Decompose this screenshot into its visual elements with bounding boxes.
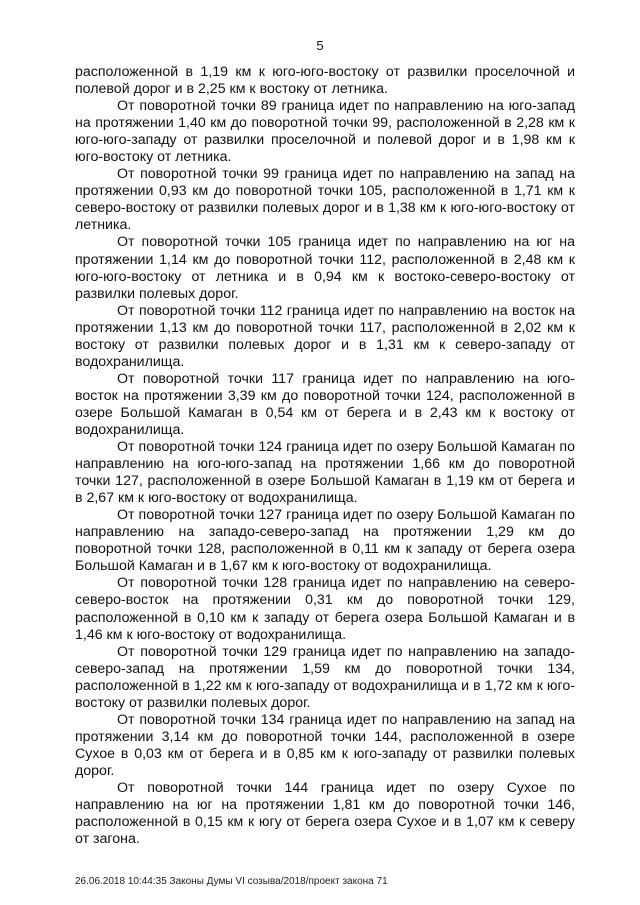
document-body bbox=[75, 64, 575, 848]
document-footer: 26.06.2018 10:44:35 Законы Думы VI созыва/2018/проект закона 71 bbox=[75, 876, 388, 887]
paragraph-point-134: От поворотной точки 134 граница идет по направлению на запад на протяжении 3,14 км до поворотной точки 144, расположенной в озере Сухое в 0,03 км от берега и в 0,85 км к юго-западу от развилки полевых дорог. bbox=[75, 711, 575, 779]
paragraph-point-128: От поворотной точки 128 граница идет по направлению на северо-северо-восток на протяжении 0,31 км до поворотной точки 129, расположенной в 0,10 км к западу от берега озера Большой Камаган и в 1,46 км к юго-востоку от водохранилища. bbox=[75, 575, 575, 643]
paragraph-continuation: расположенной в 1,19 км к юго-юго-востоку от развилки проселочной и полевой дорог и в 2,25 км к востоку от летника. bbox=[75, 64, 575, 98]
paragraph-point-127: От поворотной точки 127 граница идет по озеру Большой Камаган по направлению на западо-северо-запад на протяжении 1,29 км до поворотной точки 128, расположенной в 0,11 км к западу от берега озера Большой Камаган и в 1,67 км к юго-востоку от водохранилища. bbox=[75, 507, 575, 575]
paragraph-point-144: От поворотной точки 144 граница идет по озеру Сухое по направлению на юг на протяжении 1,81 км до поворотной точки 146, расположенной в 0,15 км к югу от берега озера Сухое и в 1,07 км к северу от загона. bbox=[75, 779, 575, 848]
paragraph-point-89: От поворотной точки 89 граница идет по направлению на юго-запад на протяжении 1,40 км до поворотной точки 99, расположенной в 2,28 км к юго-юго-западу от развилки проселочной и полевой дорог и в 1,98 км к юго-востоку от летника. bbox=[75, 98, 575, 166]
paragraph-point-99: От поворотной точки 99 граница идет по направлению на запад на протяжении 0,93 км до поворотной точки 105, расположенной в 1,71 км к северо-востоку от развилки полевых дорог и в 1,38 км к юго-юго-востоку от летника. bbox=[75, 166, 575, 234]
paragraph-point-129: От поворотной точки 129 граница идет по направлению на западо-северо-запад на протяжении 1,59 км до поворотной точки 134, расположенной в 1,22 км к юго-западу от водохранилища и в 1,72 км к юго-востоку от развилки полевых дорог. bbox=[75, 643, 575, 711]
paragraph-point-112: От поворотной точки 112 граница идет по направлению на восток на протяжении 1,13 км до поворотной точки 117, расположенной в 2,02 км к востоку от развилки полевых дорог и в 1,31 км к северо-западу от водохранилища. bbox=[75, 302, 575, 370]
paragraph-point-117: От поворотной точки 117 граница идет по направлению на юго-восток на протяжении 3,39 км до поворотной точки 124, расположенной в озере Большой Камаган в 0,54 км от берега и в 2,43 км к востоку от водохранилища. bbox=[75, 370, 575, 438]
page-number: 5 bbox=[316, 38, 324, 53]
paragraph-point-105: От поворотной точки 105 граница идет по направлению на юг на протяжении 1,14 км до поворотной точки 112, расположенной в 2,48 км к юго-юго-востоку от летника и в 0,94 км к востоко-северо-востоку от развилки полевых дорог. bbox=[75, 234, 575, 302]
paragraph-point-124: От поворотной точки 124 граница идет по озеру Большой Камаган по направлению на юго-юго-запад на протяжении 1,66 км до поворотной точки 127, расположенной в озере Большой Камаган в 1,19 км от берега и в 2,67 км к юго-востоку от водохранилища. bbox=[75, 439, 575, 507]
